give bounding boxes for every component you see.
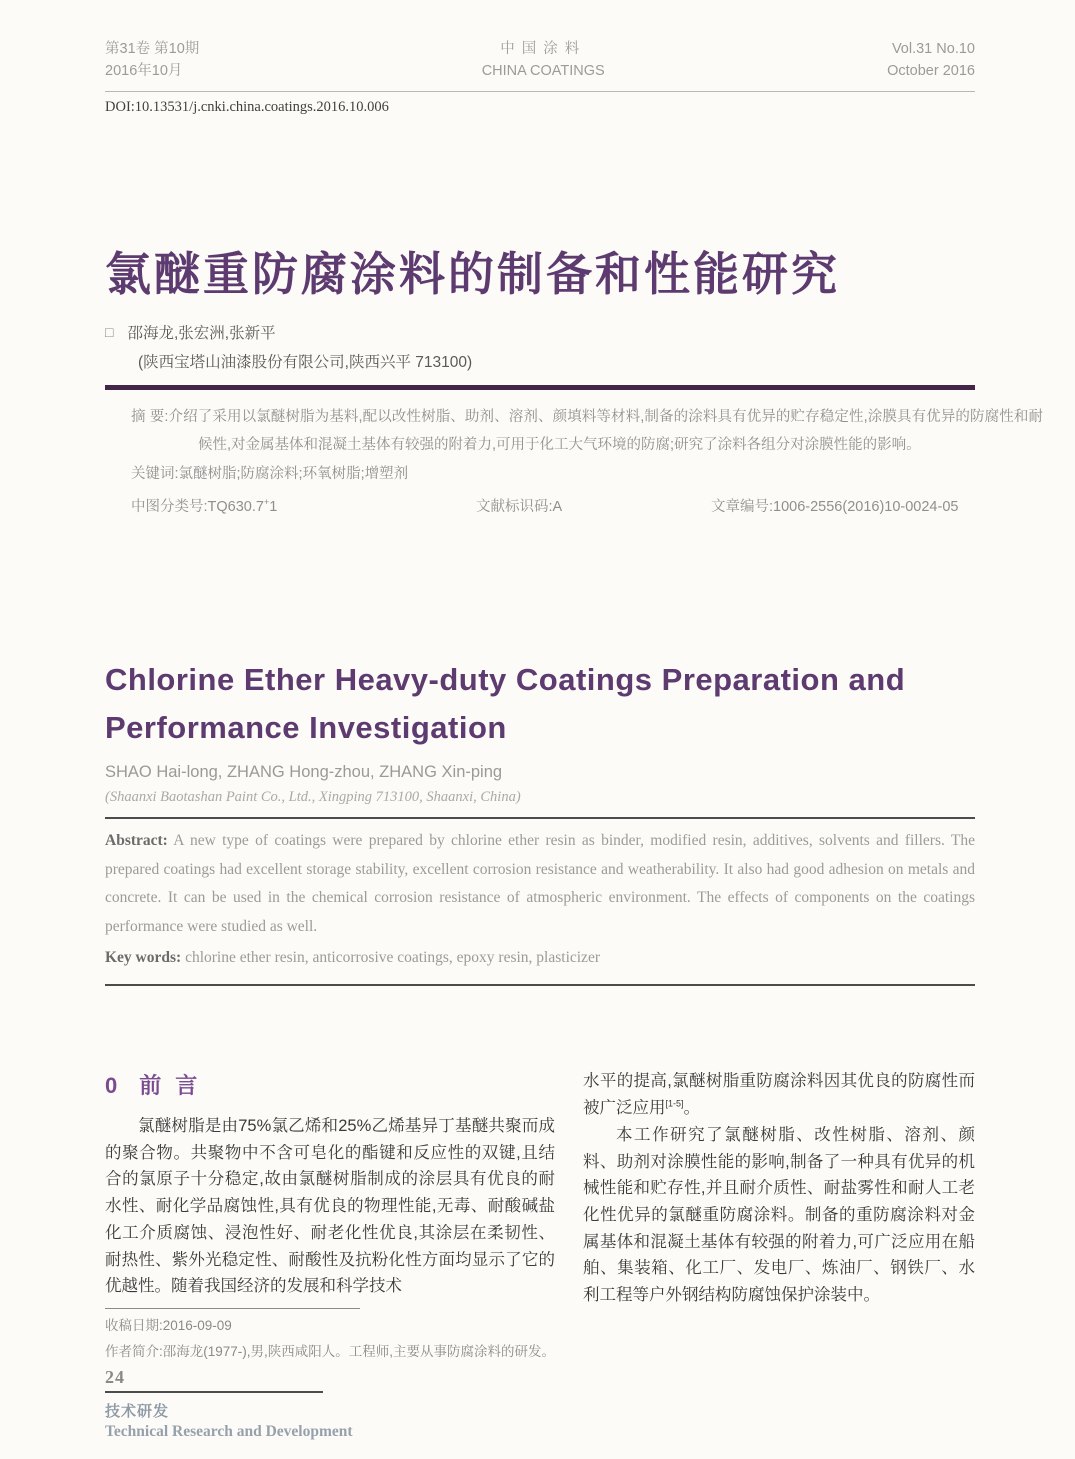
meta-row bbox=[131, 495, 976, 516]
body-column-right bbox=[583, 1068, 975, 1364]
footnote-divider bbox=[105, 1308, 360, 1309]
page-number: 24 bbox=[105, 1367, 125, 1387]
body-paragraph-3: 本工作研究了氯醚树脂、改性树脂、溶剂、颜料、助剂对涂膜性能的影响,制备了一种具有优异的机械性能和贮存性,并且耐介质性、耐盐雾性和耐人工老化性优异的氯醚重防腐涂料。制备的重防腐涂料对金属基体和混凝土基体有较强的附着力,可广泛应用在船舶、集装箱、化工厂、发电厂、炼油厂、钢铁厂、水利工程等户外钢结构防腐蚀保护涂装中。 bbox=[583, 1125, 975, 1305]
volume-issue-cn: 第31卷 第10期 bbox=[105, 41, 200, 57]
keywords-en-text: chlorine ether resin, anticorrosive coatings, epoxy resin, plasticizer bbox=[181, 948, 600, 966]
citation-ref: [1-5] bbox=[665, 1098, 684, 1109]
received-date: 收稿日期:2016-09-09 bbox=[105, 1318, 232, 1334]
authors-en: SHAO Hai-long, ZHANG Hong-zhou, ZHANG Xin-ping bbox=[105, 763, 503, 781]
author-square-icon: □ bbox=[105, 323, 114, 340]
authors-row bbox=[105, 321, 975, 343]
body-columns bbox=[105, 1068, 975, 1364]
keywords-cn-label: 关键词: bbox=[131, 466, 179, 483]
authors-cn: 邵海龙,张宏洲,张新平 bbox=[127, 324, 276, 342]
article-title-en bbox=[105, 656, 975, 752]
header-volume-issue bbox=[105, 38, 199, 83]
date-en: October 2016 bbox=[887, 63, 975, 80]
body-paragraph-2: 水平的提高,氯醚树脂重防腐涂料因其优良的防腐性而被广泛应用[1-5]。 bbox=[583, 1072, 975, 1118]
article-title-cn: 氯醚重防腐涂料的制备和性能研究 bbox=[105, 247, 840, 300]
date-cn: 2016年10月 bbox=[105, 63, 183, 80]
column-name-cn: 技术研发 bbox=[105, 1403, 170, 1420]
document-code: 文献标识码:A bbox=[476, 498, 563, 515]
abstract-en-block bbox=[105, 817, 975, 986]
article-title-en-line1: Chlorine Ether Heavy-duty Coatings Preparation and bbox=[105, 661, 906, 697]
journal-name-cn: 中国涂料 bbox=[500, 41, 587, 57]
affiliation-cn: (陕西宝塔山油漆股份有限公司,陕西兴平 713100) bbox=[138, 353, 473, 371]
affiliation-en: (Shaanxi Baotashan Paint Co., Ltd., Xingping 713100, Shaanxi, China) bbox=[105, 789, 521, 805]
body-paragraph-1: 氯醚树脂是由75%氯乙烯和25%乙烯基异丁基醚共聚而成的聚合物。共聚物中不含可皂化的酯键和反应性的双键,且结合的氯原子十分稳定,故由氯醚树脂制成的涂层具有优良的耐水性、耐化学品腐蚀性,具有优良的物理性能,无毒、耐酸碱盐化工介质腐蚀、浸泡性好、耐老化性优良,其涂层在柔韧性、耐热性、紫外光稳定性、耐酸性及抗粉化性方面均显示了它的优越性。随着我国经济的发展和科学技术 bbox=[105, 1116, 556, 1296]
body-column-left bbox=[105, 1068, 555, 1364]
article-id: 文章编号:1006-2556(2016)10-0024-05 bbox=[711, 498, 959, 515]
keywords-cn bbox=[131, 461, 975, 489]
footer-divider bbox=[105, 1391, 323, 1393]
journal-name-en: CHINA COATINGS bbox=[481, 63, 605, 80]
header-journal-name bbox=[482, 38, 605, 83]
footnote-block bbox=[105, 1308, 555, 1364]
article-title-en-line2: Performance Investigation bbox=[105, 709, 507, 745]
doi: DOI:10.13531/j.cnki.china.coatings.2016.10.006 bbox=[105, 98, 389, 115]
section-0-title: 前言 bbox=[139, 1073, 212, 1099]
abstract-en-label: Abstract: bbox=[105, 832, 168, 849]
keywords-en bbox=[105, 944, 975, 973]
abstract-cn-text: 介绍了采用以氯醚树脂为基料,配以改性树脂、助剂、溶剂、颜填料等材料,制备的涂料具有优异的贮存稳定性,涂膜具有优异的防腐性和耐候性,对金属基体和混凝土基体有较强的附着力,可用于化工大气环境的防腐;研究了涂料各组分对涂膜性能的影响。 bbox=[168, 408, 1043, 454]
section-0-heading bbox=[105, 1068, 555, 1104]
keywords-cn-text: 氯醚树脂;防腐涂料;环氧树脂;增塑剂 bbox=[178, 466, 409, 483]
section-0-number: 0 bbox=[105, 1073, 118, 1099]
author-bio: 作者简介:邵海龙(1977-),男,陕西咸阳人。工程师,主要从事防腐涂料的研发。 bbox=[105, 1343, 556, 1359]
clc-number: 中图分类号:TQ630.7+1 bbox=[131, 497, 278, 515]
column-name-en: Technical Research and Development bbox=[105, 1423, 353, 1440]
abstract-en-text: A new type of coatings were prepared by chlorine ether resin as binder, modified resin, additives, solvents and fillers. The prepared coatings had excellent storage stability, excellent corrosion resistance and weatherability. It also had good adhesion on metals and concrete. It can be used in the chemical corrosion resistance of atmospheric environment. The effects of components on the coatings performance were studied as well. bbox=[105, 832, 975, 936]
page-footer bbox=[105, 1367, 353, 1441]
volume-issue-en: Vol.31 No.10 bbox=[891, 41, 975, 57]
keywords-en-label: Key words: bbox=[105, 948, 182, 966]
journal-header bbox=[105, 38, 975, 92]
abstract-en bbox=[105, 827, 975, 942]
title-divider-rule bbox=[105, 385, 975, 390]
abstract-cn-label: 摘 要: bbox=[131, 408, 169, 425]
abstract-cn bbox=[131, 403, 1043, 460]
header-volume-issue-en bbox=[887, 38, 975, 83]
